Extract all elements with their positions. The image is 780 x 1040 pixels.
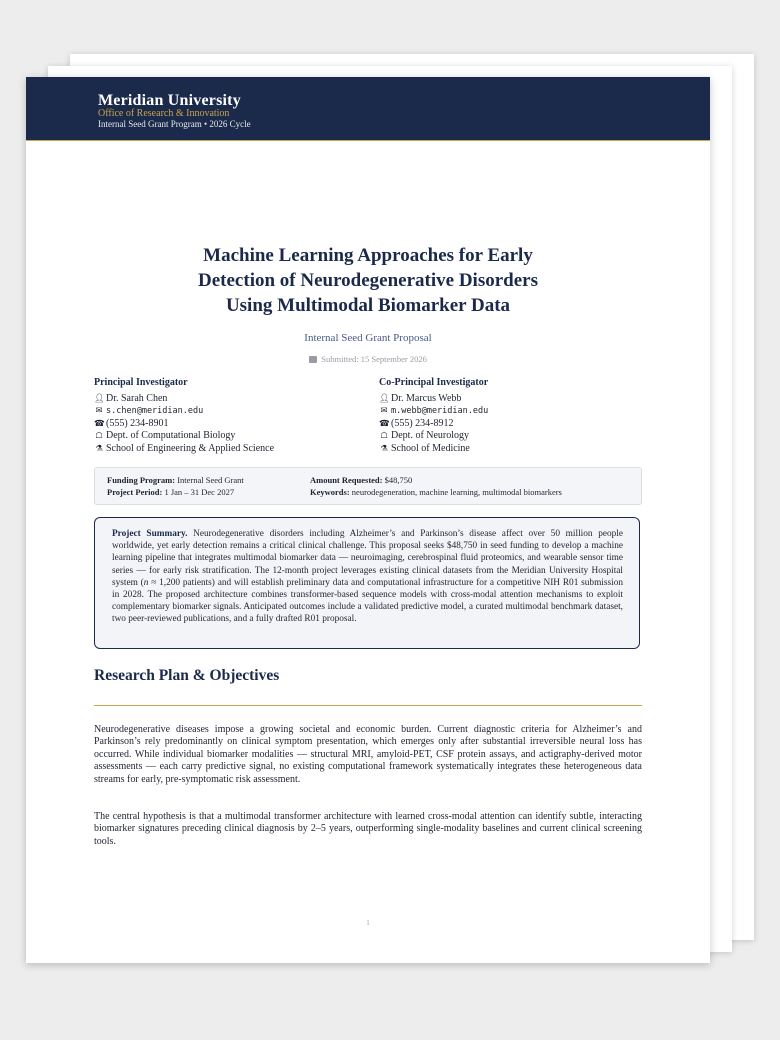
office-name: Office of Research & Innovation xyxy=(98,108,230,119)
amount-value: $48,750 xyxy=(384,475,413,485)
keywords-value: neurodegeneration, machine learning, multimodal biomarkers xyxy=(351,486,562,497)
copi-dept-row xyxy=(379,430,639,443)
page-number: 1 xyxy=(366,919,370,927)
summary-text-b: ≈ 1,200 patients) and will establish preliminary data and computational infrastructure for a competitive NIH R01 submission in 2028. The proposed architecture combines transformer-based sequence models with cross-modal attention mechanisms to exploit complementary biomarker signals. Anticipated outcomes include a validated predictive model, a curated multimodal benchmark dataset, two peer-reviewed publications, and a fully drafted R01 proposal. xyxy=(112,577,623,625)
copi-email[interactable]: m.webb@meridian.edu xyxy=(391,406,489,417)
funding-program xyxy=(107,475,244,487)
university-name: Meridian University xyxy=(98,92,241,109)
pi-email[interactable]: s.chen@meridian.edu xyxy=(106,406,204,417)
keywords xyxy=(310,487,562,499)
title-line: Detection of Neurodegenerative Disorders xyxy=(198,270,538,291)
proposal-title xyxy=(94,243,642,318)
math-n: n xyxy=(143,577,149,588)
copi-heading: Co-Principal Investigator xyxy=(379,377,489,388)
document-page xyxy=(26,77,710,963)
pi-heading: Principal Investigator xyxy=(94,377,188,388)
copi-school: School of Medicine xyxy=(391,442,470,454)
funding-right-column xyxy=(310,475,562,498)
copi-name-row xyxy=(379,393,639,406)
pi-email-row xyxy=(94,405,354,418)
building-icon: ☖ xyxy=(380,431,388,442)
project-period-value: 1 Jan – 31 Dec 2027 xyxy=(164,486,235,497)
funding-program-label: Funding Program: xyxy=(107,475,176,485)
copi-name: Dr. Marcus Webb xyxy=(391,392,462,404)
copi-email-row xyxy=(379,405,639,418)
proposal-subtitle: Internal Seed Grant Proposal xyxy=(304,332,432,344)
principal-investigator xyxy=(94,377,354,456)
funding-left-column xyxy=(107,475,244,498)
phone-icon: ☎ xyxy=(379,418,390,429)
project-period xyxy=(107,487,244,499)
submission-date xyxy=(94,354,642,364)
pi-name-row xyxy=(94,393,354,406)
flask-icon: ⚗ xyxy=(95,443,103,454)
user-icon: 👤︎ xyxy=(379,393,390,404)
pi-dept: Dept. of Computational Biology xyxy=(106,430,236,442)
project-summary-box xyxy=(94,517,640,649)
pi-school: School of Engineering & Applied Science xyxy=(106,442,275,454)
envelope-icon: ✉ xyxy=(380,406,388,417)
summary-label: Project Summary. xyxy=(112,529,188,539)
header-banner xyxy=(26,77,710,141)
copi-phone-row xyxy=(379,418,639,431)
building-icon: ☖ xyxy=(95,431,103,442)
copi-school-row xyxy=(379,443,639,456)
summary-text-a: Neurodegenerative disorders including Alzheimer’s and Parkinson’s disease affect over 50 million people worldwide, yet early detection remains a critical clinical challenge. This proposal seeks $48,750 in seed funding to develop a machine learning pipeline that integrates multimodal biomarker data — neuroimaging, cerebrospinal fluid proteomics, and wearable sensor time series — for early risk stratification. The 12-month project leverages existing clinical datasets from the Meridian University Hospital system ( xyxy=(112,529,623,588)
co-principal-investigator xyxy=(379,377,639,456)
user-icon: 👤︎ xyxy=(94,393,105,404)
section-heading: Research Plan & Objectives xyxy=(94,667,280,684)
keywords-label: Keywords: xyxy=(310,486,350,497)
funding-program-value: Internal Seed Grant xyxy=(177,475,244,485)
copi-dept: Dept. of Neurology xyxy=(391,430,470,442)
funding-box xyxy=(94,467,642,505)
title-line: Using Multimodal Biomarker Data xyxy=(225,295,511,316)
paragraph: The central hypothesis is that a multimodal transformer architecture with learned cross-modal attention can identify subtle, interacting biomarker signatures preceding clinical diagnosis by 2–5 years, outperforming single-modality baselines and current clinical screening tools. xyxy=(94,811,642,847)
amount-requested xyxy=(310,475,562,487)
title-block xyxy=(94,243,642,364)
pi-school-row xyxy=(94,443,354,456)
calendar-icon xyxy=(309,356,317,363)
section-divider xyxy=(94,705,642,706)
submission-date-text: Submitted: 15 September 2026 xyxy=(321,354,427,364)
title-line: Machine Learning Approaches for Early xyxy=(203,245,533,266)
pi-phone: (555) 234-8901 xyxy=(106,417,169,429)
envelope-icon: ✉ xyxy=(95,406,103,417)
flask-icon: ⚗ xyxy=(380,443,388,454)
phone-icon: ☎ xyxy=(94,418,105,429)
pi-name: Dr. Sarah Chen xyxy=(106,392,168,404)
pi-phone-row xyxy=(94,418,354,431)
copi-phone: (555) 234-8912 xyxy=(391,417,454,429)
paragraph: Neurodegenerative diseases impose a growing societal and economic burden. Current diagnostic criteria for Alzheimer’s and Parkinson’s rely predominantly on clinical symptom presentation, which emerges only after substantial irreversible neural loss has occurred. While individual biomarker modalities — structural MRI, amyloid-PET, CSF protein assays, and actigraphy-derived motor assessments — each carry predictive signal, no existing computational framework systematically integrates these heterogeneous data streams for early, pre-symptomatic risk assessment. xyxy=(94,724,642,785)
pi-dept-row xyxy=(94,430,354,443)
project-period-label: Project Period: xyxy=(107,486,163,497)
program-line: Internal Seed Grant Program • 2026 Cycle xyxy=(98,119,251,129)
amount-label: Amount Requested: xyxy=(310,475,383,485)
